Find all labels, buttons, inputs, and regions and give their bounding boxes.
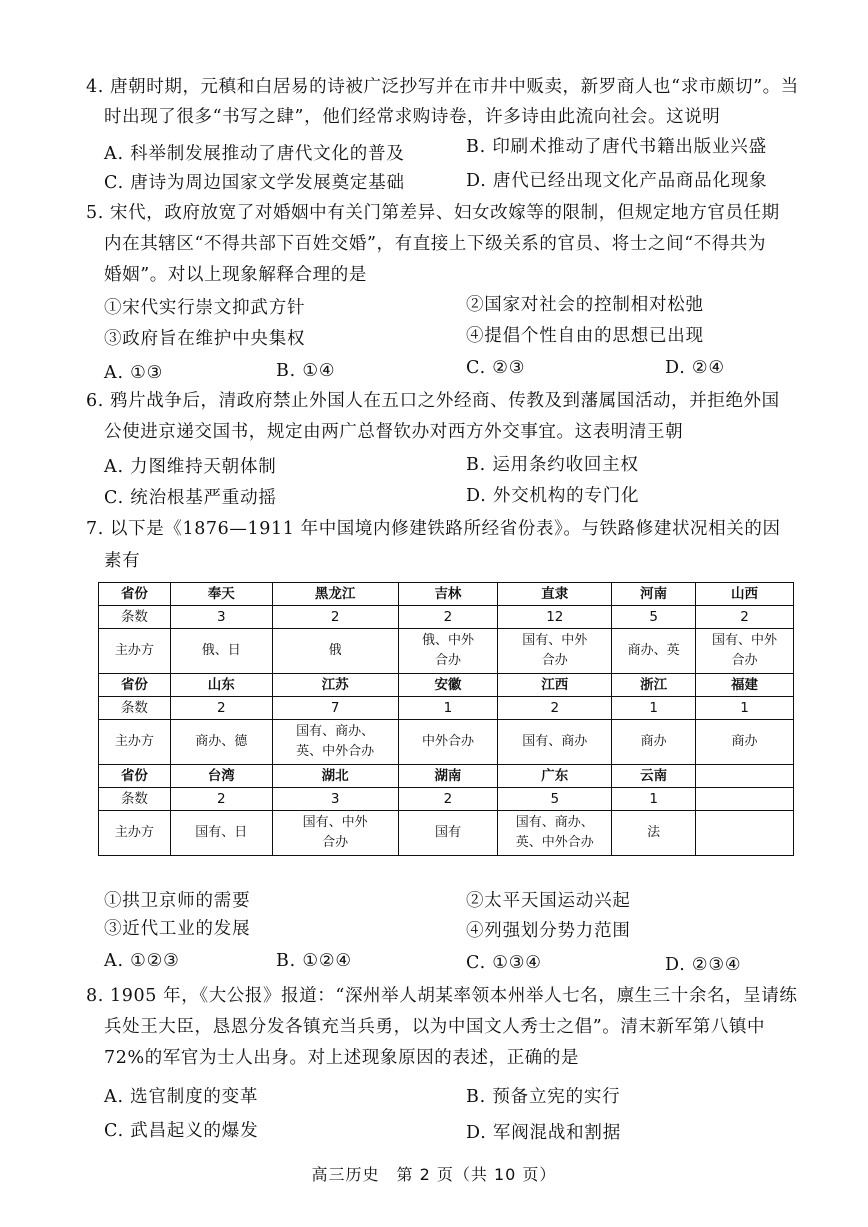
count-cell bbox=[696, 788, 794, 811]
organizer-cell bbox=[398, 811, 498, 856]
organizer-cell bbox=[498, 720, 612, 765]
page-footer: 高三历史 第 2 页（共 10 页） bbox=[311, 1165, 557, 1184]
organizer-line: 合办 bbox=[434, 653, 461, 668]
q5-item-1: ①宋代实行崇文抑武方针 bbox=[104, 298, 306, 318]
organizer-line: 国有、商办、 bbox=[515, 815, 594, 830]
count-cell: 1 bbox=[398, 697, 498, 720]
q5-item-3: ③政府旨在维护中央集权 bbox=[104, 329, 306, 349]
q6-option-c: C. 统治根基严重动摇 bbox=[104, 488, 277, 508]
count-cell: 2 bbox=[398, 606, 498, 629]
q7-item-3: ③近代工业的发展 bbox=[104, 919, 251, 939]
province-cell: 河南 bbox=[612, 583, 696, 606]
q4-option-a: A. 科举制发展推动了唐代文化的普及 bbox=[104, 144, 405, 164]
organizer-cell bbox=[612, 629, 696, 674]
province-cell: 山东 bbox=[170, 674, 272, 697]
count-cell: 3 bbox=[272, 788, 398, 811]
province-cell: 云南 bbox=[612, 765, 696, 788]
q7-item-2: ②太平天国运动兴起 bbox=[466, 891, 631, 911]
q7-option-a: A. ①②③ bbox=[104, 951, 180, 971]
organizer-cell bbox=[696, 811, 794, 856]
organizer-line: 国有、中外 bbox=[522, 633, 588, 648]
organizer-line: 国有、日 bbox=[195, 825, 248, 840]
count-cell: 1 bbox=[612, 697, 696, 720]
q8-option-a: A. 选官制度的变革 bbox=[104, 1087, 259, 1107]
organizer-line: 中外合办 bbox=[421, 734, 474, 749]
table-row bbox=[99, 720, 794, 765]
q7-item-1: ①拱卫京师的需要 bbox=[104, 891, 251, 911]
q8-option-c: C. 武昌起义的爆发 bbox=[104, 1121, 259, 1141]
organizer-cell bbox=[272, 629, 398, 674]
row-label-organizer: 主办方 bbox=[99, 720, 171, 765]
row-label-count: 条数 bbox=[99, 697, 171, 720]
table-row bbox=[99, 583, 794, 606]
count-cell: 1 bbox=[612, 788, 696, 811]
organizer-line: 商办 bbox=[640, 734, 667, 749]
q8-option-b: B. 预备立宪的实行 bbox=[466, 1087, 621, 1107]
q7-stem-line2: 素有 bbox=[104, 551, 141, 571]
count-cell: 2 bbox=[272, 606, 398, 629]
province-cell: 广东 bbox=[498, 765, 612, 788]
count-cell: 2 bbox=[498, 697, 612, 720]
q4-option-d: D. 唐代已经出现文化产品商品化现象 bbox=[466, 171, 768, 191]
q7-stem-line1: 7. 以下是《1876—1911 年中国境内修建铁路所经省份表》。与铁路修建状况相关的因 bbox=[86, 519, 781, 539]
q5-stem-line3: 婚姻”。对以上现象解释合理的是 bbox=[104, 265, 367, 285]
row-label-province: 省份 bbox=[99, 674, 171, 697]
organizer-line: 英、中外合办 bbox=[515, 835, 594, 850]
organizer-line: 国有 bbox=[434, 825, 461, 840]
organizer-line: 法 bbox=[647, 825, 661, 840]
organizer-cell bbox=[170, 629, 272, 674]
count-cell: 1 bbox=[696, 697, 794, 720]
q5-option-d: D. ②④ bbox=[665, 358, 725, 378]
q8-stem-line2: 兵处王大臣，恳恩分发各镇充当兵勇，以为中国文人秀士之倡”。清末新军第八镇中 bbox=[104, 1017, 766, 1037]
organizer-line: 俄、中外 bbox=[421, 633, 474, 648]
q5-option-b: B. ①④ bbox=[276, 361, 336, 381]
organizer-cell bbox=[170, 811, 272, 856]
q5-stem-line1: 5. 宋代，政府放宽了对婚姻中有关门第差异、妇女改嫁等的限制，但规定地方官员任期 bbox=[86, 203, 780, 223]
q5-option-a: A. ①③ bbox=[104, 363, 164, 383]
province-cell: 湖北 bbox=[272, 765, 398, 788]
count-cell: 2 bbox=[696, 606, 794, 629]
organizer-line: 合办 bbox=[322, 835, 349, 850]
organizer-line: 国有、商办 bbox=[522, 734, 588, 749]
province-cell: 福建 bbox=[696, 674, 794, 697]
organizer-line: 合办 bbox=[731, 653, 758, 668]
railway-province-table bbox=[98, 582, 794, 856]
q4-option-b: B. 印刷术推动了唐代书籍出版业兴盛 bbox=[466, 137, 767, 157]
organizer-line: 俄、日 bbox=[201, 643, 241, 658]
q7-item-4: ④列强划分势力范围 bbox=[466, 921, 631, 941]
table-row bbox=[99, 629, 794, 674]
q4-option-c: C. 唐诗为周边国家文学发展奠定基础 bbox=[104, 173, 405, 193]
count-cell: 12 bbox=[498, 606, 612, 629]
q5-stem-line2: 内在其辖区“不得共部下百姓交婚”，有直接上下级关系的官员、将士之间“不得共为 bbox=[104, 234, 767, 254]
organizer-cell bbox=[498, 629, 612, 674]
row-label-province: 省份 bbox=[99, 765, 171, 788]
province-cell: 黑龙江 bbox=[272, 583, 398, 606]
q7-option-c: C. ①③④ bbox=[466, 953, 542, 973]
organizer-cell bbox=[612, 811, 696, 856]
province-cell: 吉林 bbox=[398, 583, 498, 606]
q5-option-c: C. ②③ bbox=[466, 358, 526, 378]
organizer-cell bbox=[696, 720, 794, 765]
count-cell: 2 bbox=[170, 788, 272, 811]
province-cell: 安徽 bbox=[398, 674, 498, 697]
row-label-count: 条数 bbox=[99, 788, 171, 811]
organizer-line: 国有、商办、 bbox=[296, 724, 375, 739]
q4-stem-line1: 4. 唐朝时期，元稹和白居易的诗被广泛抄写并在市井中贩卖，新罗商人也“求市颇切”。当 bbox=[86, 77, 799, 97]
organizer-cell bbox=[498, 811, 612, 856]
row-label-province: 省份 bbox=[99, 583, 171, 606]
count-cell: 5 bbox=[498, 788, 612, 811]
count-cell: 5 bbox=[612, 606, 696, 629]
count-cell: 2 bbox=[170, 697, 272, 720]
q4-stem-line2: 时出现了很多“书写之肆”，他们经常求购诗卷，许多诗由此流向社会。这说明 bbox=[104, 107, 721, 127]
q6-stem-line1: 6. 鸦片战争后，清政府禁止外国人在五口之外经商、传教及到藩属国活动，并拒绝外国 bbox=[86, 391, 780, 411]
organizer-line: 商办 bbox=[731, 734, 758, 749]
organizer-cell bbox=[272, 811, 398, 856]
table-row bbox=[99, 765, 794, 788]
province-cell: 山西 bbox=[696, 583, 794, 606]
province-cell: 奉天 bbox=[170, 583, 272, 606]
organizer-cell bbox=[696, 629, 794, 674]
count-cell: 2 bbox=[398, 788, 498, 811]
organizer-cell bbox=[612, 720, 696, 765]
q6-option-b: B. 运用条约收回主权 bbox=[466, 455, 639, 475]
organizer-line: 国有、中外 bbox=[712, 633, 778, 648]
province-cell: 江苏 bbox=[272, 674, 398, 697]
count-cell: 7 bbox=[272, 697, 398, 720]
organizer-line: 英、中外合办 bbox=[296, 744, 375, 759]
q8-stem-line1: 8. 1905 年，《大公报》报道：“深州举人胡某率领本州举人七名，廪生三十余名，呈请练 bbox=[86, 986, 798, 1006]
province-cell: 湖南 bbox=[398, 765, 498, 788]
organizer-cell bbox=[398, 629, 498, 674]
q5-item-4: ④提倡个性自由的思想已出现 bbox=[466, 326, 704, 346]
q6-stem-line2: 公使进京递交国书，规定由两广总督钦办对西方外交事宜。这表明清王朝 bbox=[104, 422, 684, 442]
organizer-line: 合办 bbox=[541, 653, 568, 668]
table-row bbox=[99, 697, 794, 720]
organizer-line: 国有、中外 bbox=[302, 815, 368, 830]
province-cell bbox=[696, 765, 794, 788]
row-label-count: 条数 bbox=[99, 606, 171, 629]
organizer-line: 俄 bbox=[328, 643, 342, 658]
organizer-line: 商办、德 bbox=[195, 734, 248, 749]
province-cell: 直隶 bbox=[498, 583, 612, 606]
count-cell: 3 bbox=[170, 606, 272, 629]
province-cell: 台湾 bbox=[170, 765, 272, 788]
province-cell: 浙江 bbox=[612, 674, 696, 697]
table-row bbox=[99, 811, 794, 856]
q8-stem-line3: 72%的军官为士人出身。对上述现象原因的表述，正确的是 bbox=[104, 1048, 580, 1068]
q8-option-d: D. 军阀混战和割据 bbox=[466, 1123, 622, 1143]
table-row bbox=[99, 674, 794, 697]
row-label-organizer: 主办方 bbox=[99, 629, 171, 674]
q7-option-d: D. ②③④ bbox=[665, 955, 742, 975]
table-row bbox=[99, 788, 794, 811]
province-cell: 江西 bbox=[498, 674, 612, 697]
q6-option-a: A. 力图维持天朝体制 bbox=[104, 457, 277, 477]
q7-option-b: B. ①②④ bbox=[276, 951, 352, 971]
q5-item-2: ②国家对社会的控制相对松弛 bbox=[466, 295, 704, 315]
organizer-cell bbox=[170, 720, 272, 765]
organizer-cell bbox=[398, 720, 498, 765]
organizer-cell bbox=[272, 720, 398, 765]
table-row bbox=[99, 606, 794, 629]
q6-option-d: D. 外交机构的专门化 bbox=[466, 486, 640, 506]
row-label-organizer: 主办方 bbox=[99, 811, 171, 856]
organizer-line: 商办、英 bbox=[627, 643, 680, 658]
